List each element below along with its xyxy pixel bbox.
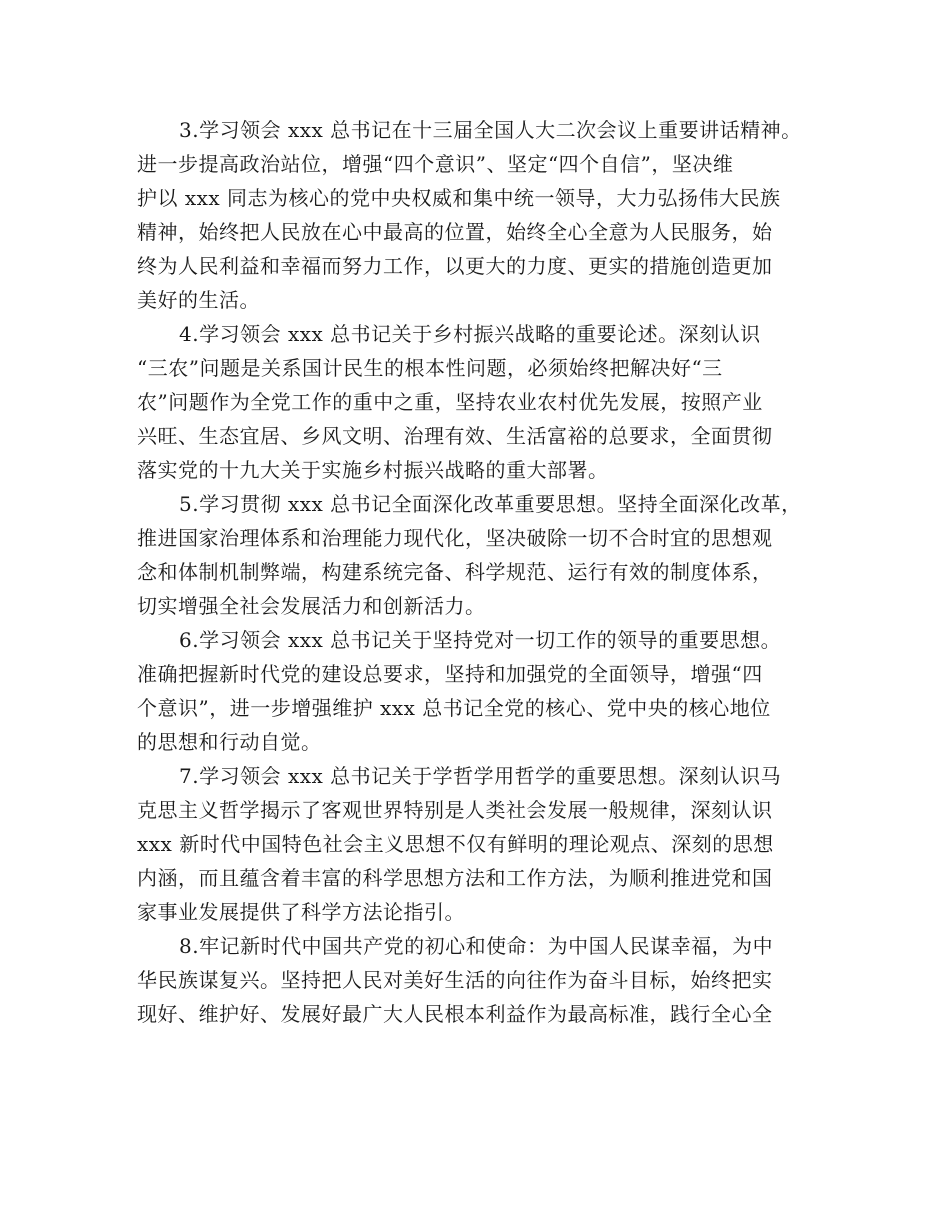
paragraph-line: 6.学习领会 xxx 总书记关于坚持党对一切工作的领导的重要思想。 [179,628,782,652]
paragraph-line: 落实党的十九大关于实施乡村振兴战略的重大部署。 [137,458,609,482]
paragraph-5 [137,487,817,623]
paragraph-line: 内涵，而且蕴含着丰富的科学思想方法和工作方法，为顺利推进党和国 [137,866,773,890]
paragraph-line: xxx 新时代中国特色社会主义思想不仅有鲜明的理论观点、深刻的思想 [137,832,774,856]
paragraph-7 [137,759,817,929]
paragraph-line: “三农”问题是关系国计民生的根本性问题，必须始终把解决好“三 [137,356,723,380]
paragraph-line: 8.牢记新时代中国共产党的初心和使命：为中国人民谋幸福，为中 [179,934,774,958]
paragraph-line: 护以 xxx 同志为核心的党中央权威和集中统一领导，大力弘扬伟大民族 [137,186,781,210]
paragraph-line: 的思想和行动自觉。 [137,730,322,754]
paragraph-8 [137,929,817,1031]
paragraph-6 [137,623,817,759]
paragraph-line: 推进国家治理体系和治理能力现代化，坚决破除一切不合时宜的思想观 [137,526,773,550]
paragraph-line: 个意识”，进一步增强维护 xxx 总书记全党的核心、党中央的核心地位 [137,696,771,720]
paragraph-line: 5.学习贯彻 xxx 总书记全面深化改革重要思想。坚持全面深化改革， [179,492,802,516]
paragraph-4 [137,317,817,487]
paragraph-line: 切实增强全社会发展活力和创新活力。 [137,594,486,618]
paragraph-line: 精神，始终把人民放在心中最高的位置，始终全心全意为人民服务，始 [137,220,773,244]
paragraph-line: 准确把握新时代党的建设总要求，坚持和加强党的全面领导，增强“四 [137,662,763,686]
paragraph-line: 兴旺、生态宜居、乡风文明、治理有效、生活富裕的总要求，全面贯彻 [137,424,773,448]
paragraph-line: 4.学习领会 xxx 总书记关于乡村振兴战略的重要论述。深刻认识 [179,322,761,346]
paragraph-line: 7.学习领会 xxx 总书记关于学哲学用哲学的重要思想。深刻认识马 [179,764,782,788]
paragraph-line: 家事业发展提供了科学方法论指引。 [137,900,465,924]
paragraph-line: 念和体制机制弊端，构建系统完备、科学规范、运行有效的制度体系， [137,560,773,584]
paragraph-line: 3.学习领会 xxx 总书记在十三届全国人大二次会议上重要讲话精神。 [179,118,802,142]
paragraph-3 [137,113,817,317]
paragraph-line: 克思主义哲学揭示了客观世界特别是人类社会发展一般规律，深刻认识 [137,798,773,822]
document-body [137,113,817,1031]
paragraph-line: 进一步提高政治站位，增强“四个意识”、坚定“四个自信”，坚决维 [137,152,734,176]
paragraph-line: 农”问题作为全党工作的重中之重，坚持农业农村优先发展，按照产业 [137,390,763,414]
paragraph-line: 美好的生活。 [137,288,260,312]
paragraph-line: 终为人民利益和幸福而努力工作，以更大的力度、更实的措施创造更加 [137,254,773,278]
paragraph-line: 华民族谋复兴。坚持把人民对美好生活的向往作为奋斗目标，始终把实 [137,968,773,992]
paragraph-line: 现好、维护好、发展好最广大人民根本利益作为最高标准，践行全心全 [137,1002,773,1026]
